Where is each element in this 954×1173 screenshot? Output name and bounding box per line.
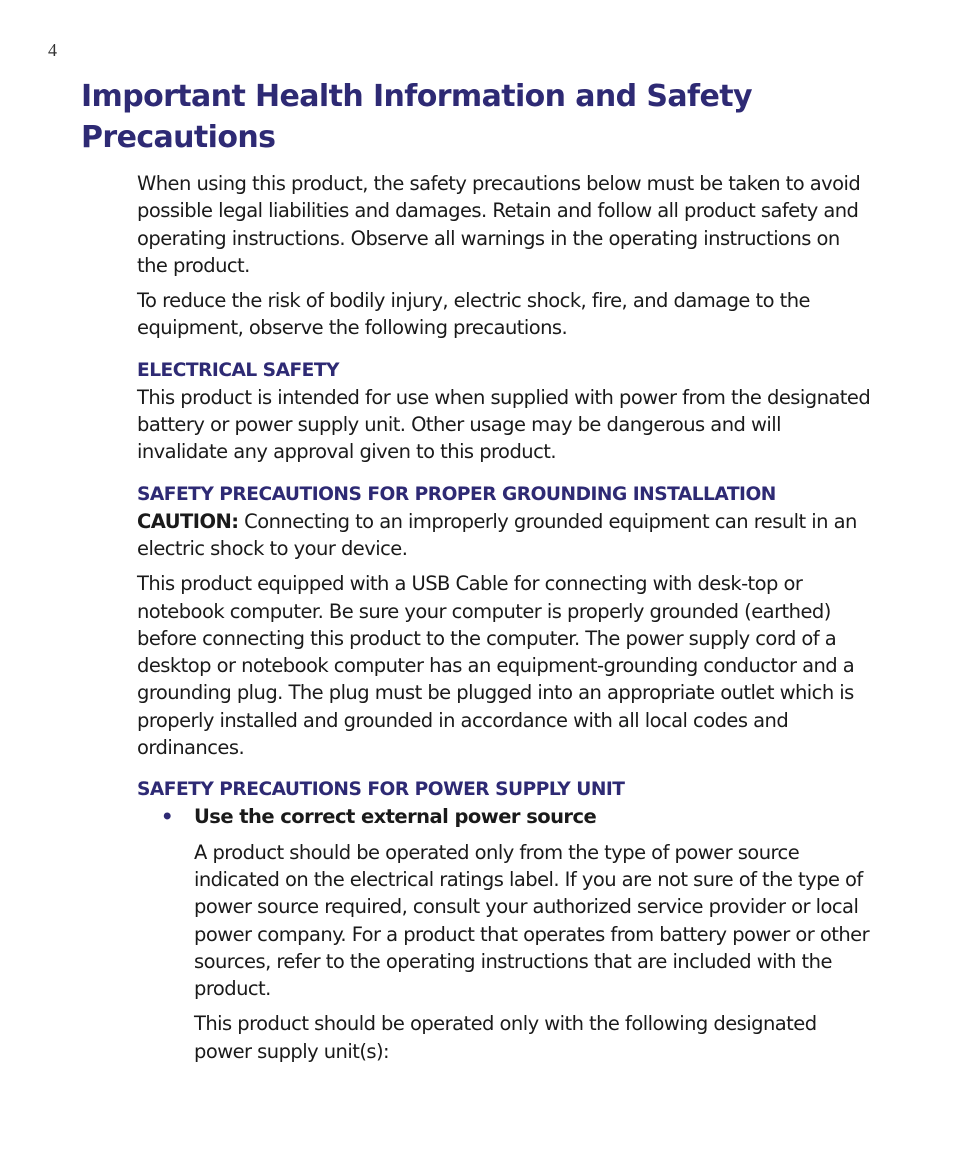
grounding-heading: SAFETY PRECAUTIONS FOR PROPER GROUNDING INSTALLATION [137,483,776,505]
page-number: 4 [48,40,57,60]
page-title: Important Health Information and Safety Precautions [81,79,752,155]
bullet-body-2: This product should be operated only with the following designated power supply unit(s): [194,1012,817,1063]
caution-text: Connecting to an improperly grounded equipment can result in an electric shock to your device. [137,509,857,560]
intro-paragraph-2: To reduce the risk of bodily injury, electric shock, fire, and damage to the equipment, observe the following precautions. [137,289,810,340]
caution-paragraph [137,508,872,563]
list-item [137,803,872,1065]
bullet-body-1: A product should be operated only from the type of power source indicated on the electrical ratings label. If you are not sure of the type of power source required, consult your authorized service provider or local power company. For a product that operates from battery power or other sources, refer to the operating instructions that are included with the product. [194,840,870,1001]
power-supply-list [137,803,872,1065]
grounding-body: This product equipped with a USB Cable for connecting with desk-top or notebook computer. Be sure your computer is properly grounded (earthed) before connecting this product to the computer. The power supply cord of a desktop or notebook computer has an equipment-grounding conductor and a grounding plug. The plug must be plugged into an appropriate outlet which is properly installed and grounded in accordance with all local codes and ordinances. [137,572,855,760]
intro-paragraph-1: When using this product, the safety precautions below must be taken to avoid possible legal liabilities and damages. Retain and follow all product safety and operating instructions. Observe all warnings in the operating instructions on the product. [137,172,861,277]
electrical-safety-heading: ELECTRICAL SAFETY [137,359,340,381]
power-supply-heading: SAFETY PRECAUTIONS FOR POWER SUPPLY UNIT [137,779,625,801]
document-body [137,170,872,1073]
caution-label: CAUTION: [137,509,239,533]
bullet-title: Use the correct external power source [194,805,597,829]
bullet-icon: • [161,805,173,829]
electrical-safety-body: This product is intended for use when supplied with power from the designated battery or power supply unit. Other usage may be dangerous and will invalidate any approval given to this product. [137,385,871,464]
